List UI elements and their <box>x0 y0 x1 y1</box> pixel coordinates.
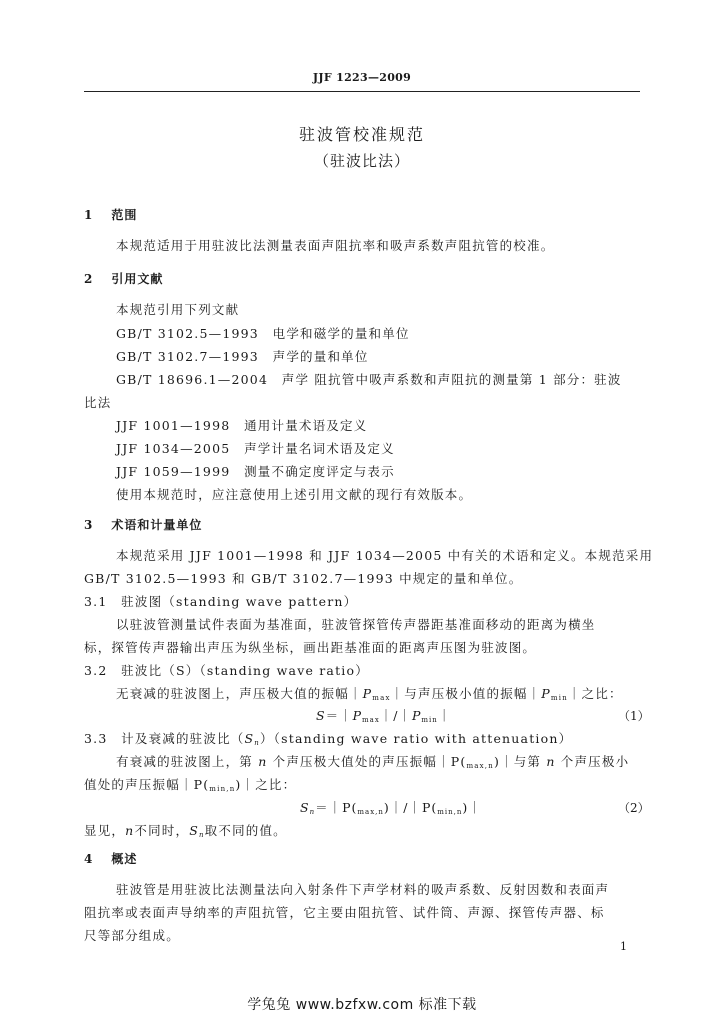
equation-1-number: （1） <box>618 709 650 723</box>
section-number: 3 <box>84 518 94 532</box>
ref-item: JJF 1001—1998 通用计量术语及定义 <box>116 418 368 433</box>
watermark-footer: 学兔兔 www.bzfxw.com 标准下载 <box>247 997 477 1013</box>
ref-item: GB/T 18696.1—2004 声学 阻抗管中吸声系数和声阻抗的测量第 1 部分：驻波 <box>116 372 622 387</box>
section-title: 引用文献 <box>111 272 164 286</box>
section-3-heading <box>84 516 202 533</box>
term-3-1-def: 标，探管传声器输出声压为纵坐标，画出距基准面的距离声压图为驻波图。 <box>84 640 537 655</box>
term-3-3: 3.3 计及衰减的驻波比$(S_n)(standing$ wave ratio with attenuation） <box>84 731 573 747</box>
doc-subtitle: （驻波比法） <box>313 152 410 170</box>
ref-item-continued: 比法 <box>84 395 112 410</box>
equation-2-number: （2） <box>618 801 650 815</box>
term-3-1: 3.1 驻波图（standing wave pattern） <box>84 594 358 609</box>
section-1-heading <box>84 206 137 223</box>
term-3-1-def: 以驻波管测量试件表面为基准面，驻波管探管传声器距基准面移动的距离为横坐 <box>116 617 596 632</box>
section-title: 术语和计量单位 <box>111 518 203 532</box>
ref-item: JJF 1034—2005 声学计量名词术语及定义 <box>116 441 395 456</box>
equation-2: $S_n=|P(_{max,n})|/|P(_{min,n})|$ <box>300 800 482 816</box>
section-number: 1 <box>84 208 94 222</box>
ref-item: GB/T 3102.7—1993 声学的量和单位 <box>116 349 369 364</box>
term-3-2: 3.2 驻波比（S）（standing wave ratio） <box>84 663 369 678</box>
ref-item: JJF 1059—1999 测量不确定度评定与表示 <box>116 464 395 479</box>
equation-1: $S=|P_{max}|/|P_{min}|$ <box>316 708 452 724</box>
header-rule <box>84 91 640 92</box>
section-title: 概述 <box>111 852 138 866</box>
doc-title: 驻波管校准规范 <box>298 125 425 144</box>
ref-item: GB/T 3102.5—1993 电学和磁学的量和单位 <box>116 326 410 341</box>
section-number: 2 <box>84 272 94 286</box>
section-4-heading <box>84 850 137 867</box>
section-2-heading <box>84 270 163 287</box>
section-number: 4 <box>84 852 94 866</box>
refs-intro: 本规范引用下列文献 <box>116 302 240 317</box>
term-3-2-def: 无衰减的驻波图上，声压极大值的振幅$|P_{max}|$与声压极小值的振幅$|P_{min}|$之比： <box>116 686 623 702</box>
term-3-3-note: 显见，n不同时，$S_n$取不同的值。 <box>84 823 287 839</box>
term-3-3-def: 有衰减的驻波图上，第 n 个声压极大值处的声压振幅$|P(_{max,n})|$与第 n 个声压极小 <box>116 754 630 770</box>
section-4-para-line: 阻抗率或表面声导纳率的声阻抗管，它主要由阻抗管、试件筒、声源、探管传声器、标 <box>84 905 605 920</box>
section-4-para-line: 驻波管是用驻波比法测量法向入射条件下声学材料的吸声系数、反射因数和表面声 <box>116 882 610 897</box>
section-1-body: 本规范适用于用驻波比法测量表面声阻抗率和吸声系数声阻抗管的校准。 <box>116 238 555 253</box>
section-title: 范围 <box>111 208 138 222</box>
section-3-para-line: 本规范采用 JJF 1001—1998 和 JJF 1034—2005 中有关的术语和定义。本规范采用 <box>116 548 654 563</box>
doc-code-header: JJF 1223—2009 <box>312 71 412 84</box>
section-4-para-line: 尺等部分组成。 <box>84 928 180 943</box>
term-3-3-def: 值处的声压振幅$|P(_{min,n})|$之比： <box>84 777 297 793</box>
refs-note: 使用本规范时，应注意使用上述引用文献的现行有效版本。 <box>116 487 473 502</box>
page-number: 1 <box>620 940 627 953</box>
section-3-para-line: GB/T 3102.5—1993 和 GB/T 3102.7—1993 中规定的量和单位。 <box>84 571 523 586</box>
